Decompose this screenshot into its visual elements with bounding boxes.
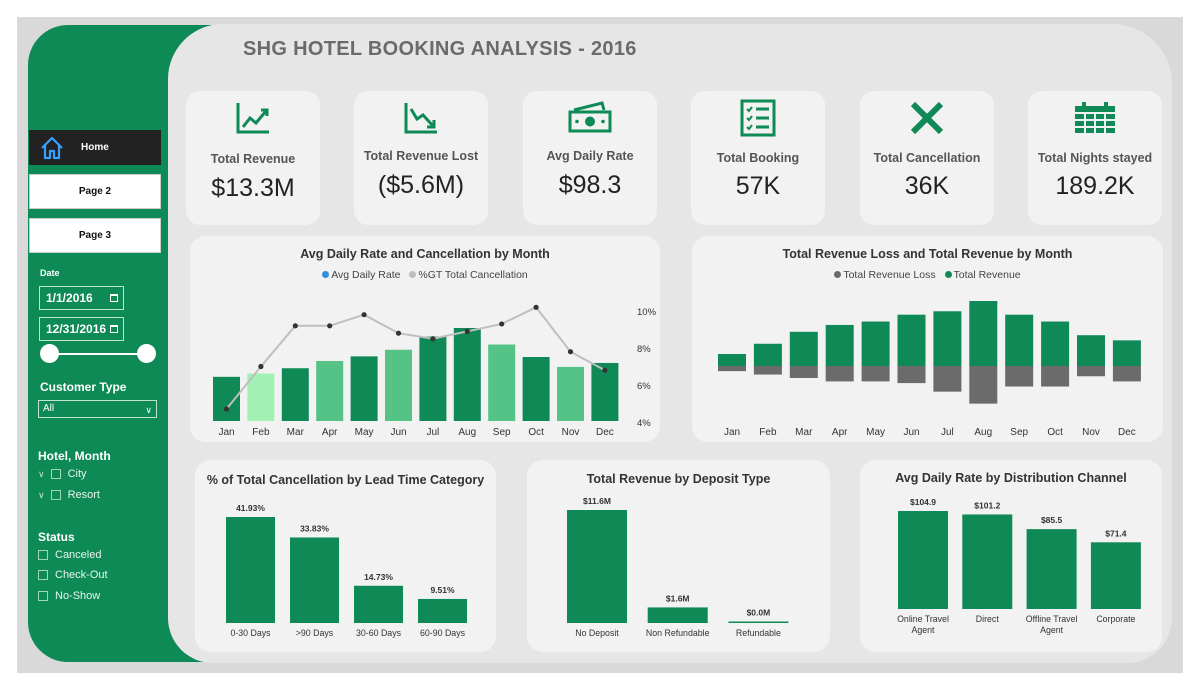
bar[interactable] xyxy=(567,510,627,623)
legend-label: Avg Daily Rate xyxy=(331,269,401,281)
chart-card-revenue-loss xyxy=(692,236,1163,442)
x-tick-label: 30-60 Days xyxy=(356,628,401,638)
data-label: 9.51% xyxy=(430,584,455,595)
adr-bar[interactable] xyxy=(419,337,446,421)
data-label: 33.83% xyxy=(300,523,329,534)
bar[interactable] xyxy=(290,537,339,623)
x-tick-label: Feb xyxy=(252,427,270,438)
date-end-value: 12/31/2016 xyxy=(46,322,107,336)
adr-bar[interactable] xyxy=(282,368,309,421)
revenue-loss-bar[interactable] xyxy=(933,366,961,392)
data-label: $0.0M xyxy=(746,607,771,618)
date-range-slider[interactable] xyxy=(50,353,146,355)
chart-title: Total Revenue by Deposit Type xyxy=(586,472,771,486)
checkbox[interactable] xyxy=(38,570,48,580)
bar[interactable] xyxy=(728,622,788,624)
x-tick-label: Dec xyxy=(1118,427,1136,438)
adr-bar[interactable] xyxy=(454,328,481,421)
x-tick-label: Offline Travel xyxy=(1025,614,1078,624)
customer-type-value: All xyxy=(43,403,55,414)
revenue-loss-bar[interactable] xyxy=(862,366,890,381)
nav-home-button[interactable] xyxy=(29,130,161,165)
kpi-label: Total Nights stayed xyxy=(1037,151,1153,165)
adr-bar[interactable] xyxy=(385,350,412,421)
chevron-down-icon[interactable]: ∨ xyxy=(38,489,45,500)
revenue-bar[interactable] xyxy=(862,322,890,366)
nav-home-label: Home xyxy=(81,142,109,153)
x-tick-label: Apr xyxy=(321,427,338,438)
kpi-card-total-nights-stayed xyxy=(1028,91,1162,225)
nav-page3-button[interactable]: Page 3 xyxy=(29,218,161,253)
legend-label: Total Revenue Loss xyxy=(843,269,936,281)
adr-bar[interactable] xyxy=(316,361,343,421)
checkbox[interactable] xyxy=(38,550,48,560)
chart-title: % of Total Cancellation by Lead Time Category xyxy=(206,473,485,487)
data-label: 14.73% xyxy=(364,571,393,582)
legend-label: Total Revenue xyxy=(953,269,1021,281)
status-item-no-show[interactable] xyxy=(38,590,100,602)
x-tick-label: 0-30 Days xyxy=(230,628,271,638)
status-label: Status xyxy=(38,530,75,544)
chart-card-adr-cancellation xyxy=(190,236,660,442)
date-start-value: 1/1/2016 xyxy=(46,291,93,305)
filter-item-resort[interactable] xyxy=(38,489,100,501)
bar[interactable] xyxy=(962,514,1012,609)
kpi-card-total-cancellation xyxy=(860,91,994,225)
bar[interactable] xyxy=(418,599,467,623)
slider-start-handle[interactable] xyxy=(40,344,59,363)
x-tick-label: Agent xyxy=(911,625,935,635)
x-tick-label: Oct xyxy=(528,427,544,438)
x-tick-label: Aug xyxy=(974,427,993,438)
cancellation-point[interactable] xyxy=(430,336,435,341)
x-tick-label: Feb xyxy=(759,427,777,438)
status-item-canceled[interactable] xyxy=(38,549,101,561)
filter-item-label: City xyxy=(67,468,87,480)
calendar-icon xyxy=(1073,101,1117,135)
cancellation-point[interactable] xyxy=(327,323,332,328)
status-item-label: No-Show xyxy=(55,590,101,602)
kpi-label: Total Booking xyxy=(716,151,800,165)
y2-tick-label: 10% xyxy=(637,307,657,318)
hotel-month-label: Hotel, Month xyxy=(38,449,111,463)
adr-bar[interactable] xyxy=(247,374,274,421)
revenue-bar[interactable] xyxy=(1113,340,1141,366)
x-tick-label: Nov xyxy=(1082,427,1100,438)
date-filter-label: Date xyxy=(40,268,60,278)
x-tick-label: Sep xyxy=(1010,427,1029,438)
x-tick-label: Jun xyxy=(390,427,407,438)
kpi-card-total-booking xyxy=(691,91,825,225)
line-chart-down-icon xyxy=(403,101,439,135)
x-tick-label: Oct xyxy=(1047,427,1063,438)
nav-page2-button[interactable]: Page 2 xyxy=(29,174,161,209)
x-tick-label: Online Travel xyxy=(897,614,949,624)
data-label: $71.4 xyxy=(1105,528,1127,539)
revenue-bar[interactable] xyxy=(1005,315,1033,366)
revenue-bar[interactable] xyxy=(790,332,818,366)
cancellation-point[interactable] xyxy=(534,305,539,310)
x-tick-label: Sep xyxy=(492,427,511,438)
chart-title: Avg Daily Rate by Distribution Channel xyxy=(895,471,1127,485)
chart-title: Total Revenue Loss and Total Revenue by Month xyxy=(782,247,1073,261)
y2-tick-label: 8% xyxy=(637,344,651,355)
kpi-value: $98.3 xyxy=(558,171,622,199)
data-label: $1.6M xyxy=(665,593,690,604)
x-tick-label: May xyxy=(866,427,886,438)
revenue-loss-chart[interactable] xyxy=(692,236,1163,442)
kpi-label: Total Cancellation xyxy=(873,151,981,165)
kpi-label: Avg Daily Rate xyxy=(546,149,634,163)
revenue-bar[interactable] xyxy=(1041,322,1069,366)
chevron-down-icon[interactable]: ∨ xyxy=(38,468,45,479)
cancellation-point[interactable] xyxy=(568,349,573,354)
status-item-label: Check-Out xyxy=(55,569,108,581)
cancellation-point[interactable] xyxy=(224,406,229,411)
filter-item-label: Resort xyxy=(67,489,100,501)
kpi-value: 57K xyxy=(735,172,781,200)
adr-bar[interactable] xyxy=(488,344,515,421)
money-icon xyxy=(568,101,612,133)
y2-tick-label: 6% xyxy=(637,381,651,392)
adr-bar[interactable] xyxy=(523,357,550,421)
y2-tick-label: 4% xyxy=(637,418,651,429)
cancellation-point[interactable] xyxy=(362,312,367,317)
kpi-value: ($5.6M) xyxy=(377,171,465,199)
page-title: SHG HOTEL BOOKING ANALYSIS - 2016 xyxy=(243,38,637,60)
bar[interactable] xyxy=(354,586,403,623)
revenue-loss-bar[interactable] xyxy=(1077,366,1105,376)
x-tick-label: Corporate xyxy=(1096,614,1136,624)
status-item-label: Canceled xyxy=(55,549,102,561)
revenue-loss-bar[interactable] xyxy=(898,366,926,383)
x-tick-label: Nov xyxy=(561,427,580,438)
chart-card-revenue-deposit xyxy=(527,460,830,652)
revenue-loss-bar[interactable] xyxy=(718,366,746,371)
bar[interactable] xyxy=(1091,542,1141,609)
cancellation-lead-time-chart[interactable] xyxy=(195,460,496,652)
kpi-card-total-revenue xyxy=(186,91,320,225)
bar[interactable] xyxy=(226,517,275,623)
data-label: $11.6M xyxy=(583,496,611,506)
kpi-card-avg-daily-rate xyxy=(523,91,657,225)
x-icon xyxy=(909,101,945,135)
x-tick-label: Dec xyxy=(596,427,614,438)
data-label: $104.9 xyxy=(910,497,936,507)
revenue-bar[interactable] xyxy=(718,354,746,366)
x-tick-label: No Deposit xyxy=(575,628,619,638)
customer-type-select[interactable] xyxy=(38,400,157,418)
kpi-value: 189.2K xyxy=(1055,172,1135,200)
line-chart-up-icon xyxy=(235,101,271,135)
filter-item-city[interactable] xyxy=(38,468,87,480)
x-tick-label: Non Refundable xyxy=(645,628,710,638)
data-label: $101.2 xyxy=(974,500,1001,511)
bar[interactable] xyxy=(648,607,708,623)
revenue-loss-bar[interactable] xyxy=(1041,366,1069,387)
revenue-bar[interactable] xyxy=(754,344,782,366)
x-tick-label: May xyxy=(354,427,374,438)
adr-cancellation-chart[interactable] xyxy=(190,236,660,442)
x-tick-label: Refundable xyxy=(735,628,781,638)
revenue-bar[interactable] xyxy=(898,315,926,366)
chart-card-adr-channel xyxy=(860,460,1162,652)
home-icon xyxy=(39,135,65,161)
x-tick-label: Agent xyxy=(1040,625,1064,635)
revenue-loss-bar[interactable] xyxy=(754,366,782,375)
cancellation-point[interactable] xyxy=(293,323,298,328)
x-tick-label: Jan xyxy=(218,427,235,438)
checklist-icon xyxy=(740,99,776,137)
x-tick-label: Aug xyxy=(458,427,477,438)
legend-label: %GT Total Cancellation xyxy=(418,269,528,281)
revenue-bar[interactable] xyxy=(969,301,997,366)
cancellation-point[interactable] xyxy=(258,364,263,369)
checkbox[interactable] xyxy=(51,469,61,479)
revenue-loss-bar[interactable] xyxy=(790,366,818,378)
kpi-value: 36K xyxy=(904,172,950,200)
x-tick-label: Mar xyxy=(286,427,304,438)
x-tick-label: 60-90 Days xyxy=(420,628,465,638)
adr-bar[interactable] xyxy=(557,367,584,421)
checkbox[interactable] xyxy=(51,490,61,500)
checkbox[interactable] xyxy=(38,591,48,601)
adr-bar[interactable] xyxy=(351,356,378,421)
revenue-loss-bar[interactable] xyxy=(969,366,997,404)
cancellation-point[interactable] xyxy=(465,329,470,334)
kpi-label: Total Revenue xyxy=(210,152,296,166)
revenue-deposit-chart[interactable] xyxy=(527,460,830,652)
revenue-bar[interactable] xyxy=(1077,335,1105,366)
x-tick-label: Mar xyxy=(795,427,813,438)
data-label: $85.5 xyxy=(1040,515,1063,526)
x-tick-label: Apr xyxy=(831,427,848,438)
cancellation-point[interactable] xyxy=(396,331,401,336)
revenue-loss-bar[interactable] xyxy=(1005,366,1033,387)
bar[interactable] xyxy=(1027,529,1077,609)
x-tick-label: Direct xyxy=(975,614,999,624)
revenue-loss-bar[interactable] xyxy=(1113,366,1141,381)
cancellation-point[interactable] xyxy=(499,321,504,326)
revenue-loss-bar[interactable] xyxy=(826,366,854,381)
x-tick-label: >90 Days xyxy=(295,628,334,638)
chart-title: Avg Daily Rate and Cancellation by Month xyxy=(300,247,550,261)
chart-card-cancellation-lead-time xyxy=(195,460,496,652)
x-tick-label: Jun xyxy=(903,427,920,438)
status-item-check-out[interactable] xyxy=(38,569,108,581)
adr-channel-chart[interactable] xyxy=(860,460,1162,652)
x-tick-label: Jan xyxy=(723,427,741,438)
customer-type-label: Customer Type xyxy=(40,380,127,394)
kpi-value: $13.3M xyxy=(211,174,295,202)
revenue-bar[interactable] xyxy=(933,311,961,366)
revenue-bar[interactable] xyxy=(826,325,854,366)
kpi-card-total-revenue-lost xyxy=(354,91,488,225)
cancellation-point[interactable] xyxy=(602,368,607,373)
x-tick-label: Jul xyxy=(941,427,954,438)
data-label: 41.93% xyxy=(236,503,265,513)
x-tick-label: Jul xyxy=(426,427,440,438)
slider-end-handle[interactable] xyxy=(137,344,156,363)
kpi-label: Total Revenue Lost xyxy=(363,149,479,163)
bar[interactable] xyxy=(898,511,948,609)
chevron-down-icon: ∨ xyxy=(145,405,152,415)
